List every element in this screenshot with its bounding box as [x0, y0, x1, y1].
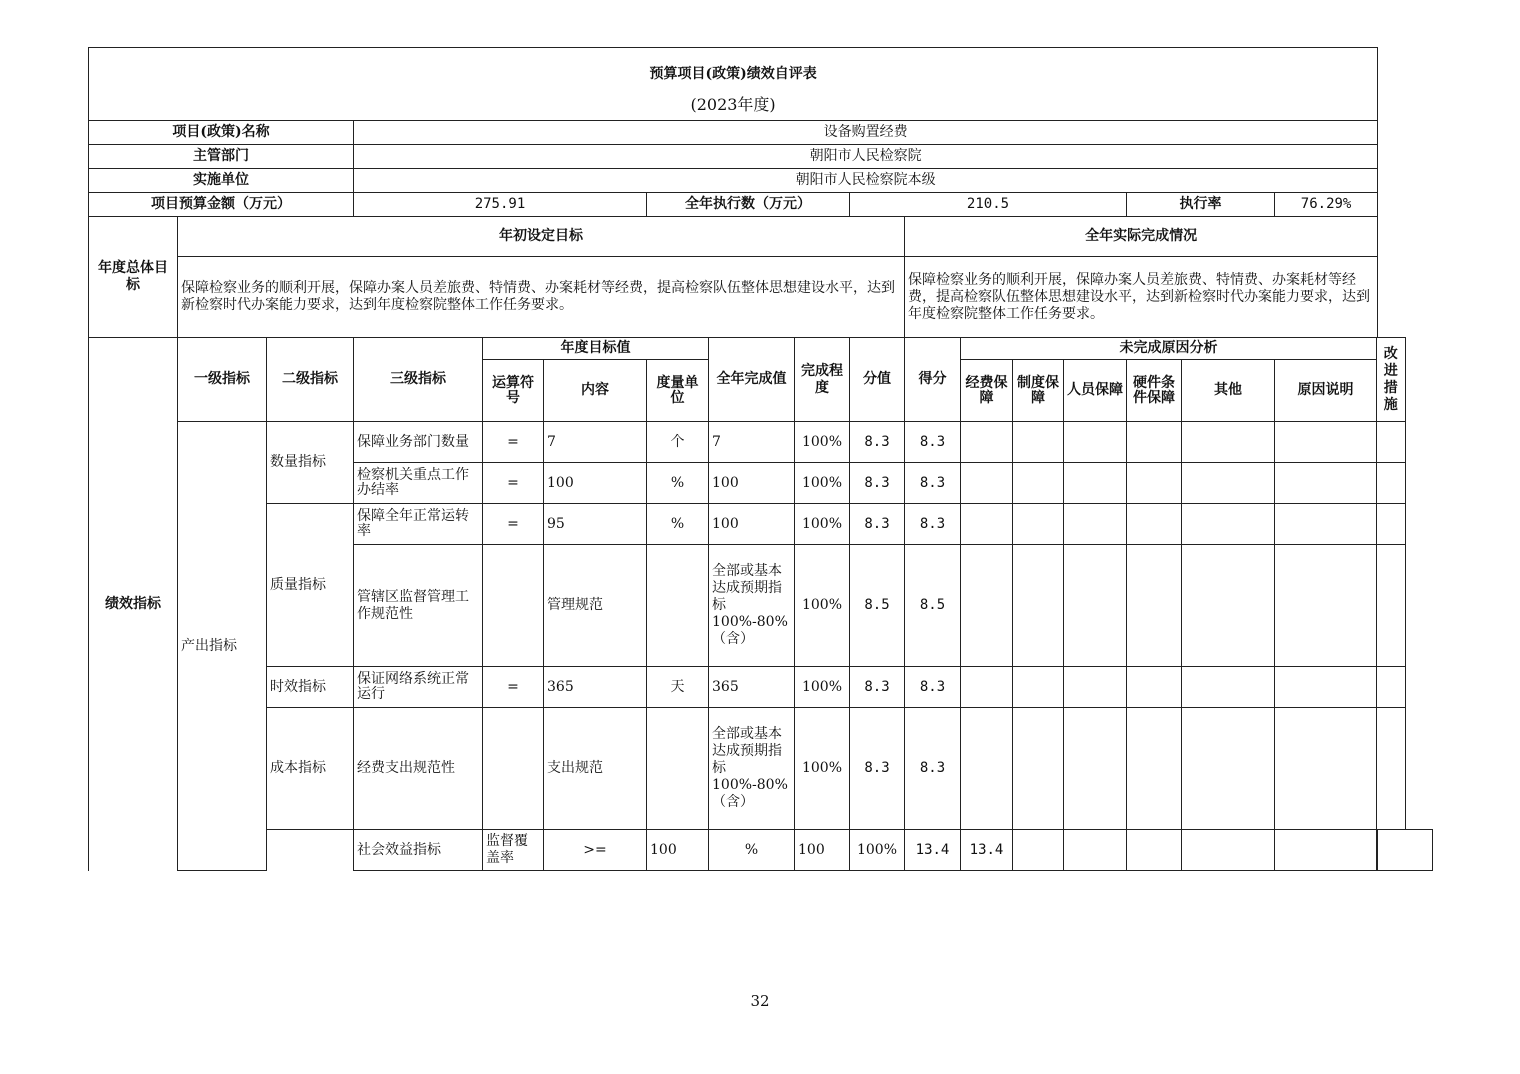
form-title: 预算项目(政策)绩效自评表 [649, 66, 817, 82]
completion: 100% [795, 463, 850, 504]
indicator-name: 检察机关重点工作办结率 [354, 463, 483, 504]
reason-note-header: 原因说明 [1275, 360, 1377, 422]
cost-indicator-label: 成本指标 [267, 708, 354, 830]
target-content: 100 [647, 830, 709, 871]
operator: = [483, 422, 544, 463]
set-goal-header: 年初设定目标 [178, 217, 905, 257]
level1-header: 一级指标 [178, 338, 267, 422]
target-content: 95 [544, 504, 647, 545]
got-score: 8.3 [905, 667, 961, 708]
got-header: 得分 [905, 338, 961, 422]
operator: = [483, 667, 544, 708]
operator [483, 545, 544, 667]
completion: 100% [795, 545, 850, 667]
reason-system-header: 制度保障 [1013, 360, 1064, 422]
actual-value: 100 [709, 463, 795, 504]
indicator-name: 保障全年正常运转率 [354, 504, 483, 545]
indicator-name: 保障业务部门数量 [354, 422, 483, 463]
unit-label: 实施单位 [89, 169, 354, 193]
set-goal-text: 保障检察业务的顺利开展，保障办案人员差旅费、特情费、办案耗材等经费，提高检察队伍整体思想建设水平，达到新检察时代办案能力要求，达到年度检察院整体工作任务要求。 [178, 257, 905, 338]
executed-label: 全年执行数（万元） [647, 193, 850, 217]
score: 8.3 [850, 463, 905, 504]
got-score: 8.3 [905, 463, 961, 504]
actual-header: 全年完成值 [709, 338, 795, 422]
target-content: 100 [544, 463, 647, 504]
budget-label: 项目预算金额（万元） [89, 193, 354, 217]
unit: % [647, 504, 709, 545]
content-header: 内容 [544, 360, 647, 422]
table-row [89, 667, 1433, 708]
target-content: 支出规范 [544, 708, 647, 830]
indicator-name: 管辖区监督管理工作规范性 [354, 545, 483, 667]
output-indicator-label: 产出指标 [178, 422, 267, 871]
department-value: 朝阳市人民检察院 [354, 145, 1378, 169]
performance-evaluation-table [88, 47, 1433, 871]
actual-goal-header: 全年实际完成情况 [905, 217, 1378, 257]
project-name-value: 设备购置经费 [354, 121, 1378, 145]
operator: = [483, 504, 544, 545]
score: 8.3 [850, 504, 905, 545]
completion: 100% [795, 708, 850, 830]
score: 8.3 [850, 422, 905, 463]
unit [647, 545, 709, 667]
score: 13.4 [905, 830, 961, 871]
indicator-name: 监督覆盖率 [483, 830, 544, 871]
reason-funding-header: 经费保障 [961, 360, 1013, 422]
quantity-indicator-label: 数量指标 [267, 422, 354, 504]
reason-other-header: 其他 [1182, 360, 1275, 422]
score: 8.3 [850, 667, 905, 708]
quality-indicator-label: 质量指标 [267, 504, 354, 667]
got-score: 8.3 [905, 422, 961, 463]
social-indicator-label: 社会效益指标 [354, 830, 483, 871]
annual-goal-label: 年度总体目标 [89, 217, 178, 338]
score: 8.3 [850, 708, 905, 830]
operator [483, 708, 544, 830]
form-title-cell [89, 48, 1378, 121]
table-row [89, 422, 1433, 463]
completion: 100% [795, 422, 850, 463]
executed-value: 210.5 [850, 193, 1127, 217]
target-content: 7 [544, 422, 647, 463]
indicator-name: 保证网络系统正常运行 [354, 667, 483, 708]
reasons-group-header: 未完成原因分析 [961, 338, 1377, 360]
unit-header: 度量单位 [647, 360, 709, 422]
actual-goal-text: 保障检察业务的顺利开展，保障办案人员差旅费、特情费、办案耗材等经费，提高检察队伍整体思想建设水平，达到新检察时代办案能力要求，达到年度检察院整体工作任务要求。 [905, 257, 1378, 338]
form-year: (2023年度) [690, 95, 776, 114]
operator: >= [544, 830, 647, 871]
unit [647, 708, 709, 830]
target-group-header: 年度目标值 [483, 338, 709, 360]
perf-indicator-label: 绩效指标 [89, 338, 178, 871]
budget-value: 275.91 [354, 193, 647, 217]
unit-value: 朝阳市人民检察院本级 [354, 169, 1378, 193]
actual-value: 100 [795, 830, 850, 871]
level2-header: 二级指标 [267, 338, 354, 422]
score-header: 分值 [850, 338, 905, 422]
reason-hardware-header: 硬件条件保障 [1127, 360, 1182, 422]
table-row [89, 504, 1433, 545]
got-score: 13.4 [961, 830, 1013, 871]
actual-value: 365 [709, 667, 795, 708]
rate-value: 76.29% [1275, 193, 1378, 217]
operator: = [483, 463, 544, 504]
score: 8.5 [850, 545, 905, 667]
indicator-name: 经费支出规范性 [354, 708, 483, 830]
operator-header: 运算符号 [483, 360, 544, 422]
completion: 100% [795, 504, 850, 545]
reason-staff-header: 人员保障 [1064, 360, 1127, 422]
improve-header: 改进措施 [1377, 338, 1406, 422]
level3-header: 三级指标 [354, 338, 483, 422]
completion: 100% [850, 830, 905, 871]
table-row [89, 830, 1433, 871]
effect-indicator-cell [267, 830, 354, 871]
completion-header: 完成程度 [795, 338, 850, 422]
actual-value: 100 [709, 504, 795, 545]
got-score: 8.3 [905, 708, 961, 830]
page-number: 32 [750, 992, 770, 1010]
got-score: 8.3 [905, 504, 961, 545]
actual-value: 全部或基本达成预期指标100%-80%（含） [709, 545, 795, 667]
project-name-label: 项目(政策)名称 [89, 121, 354, 145]
unit: % [647, 463, 709, 504]
department-label: 主管部门 [89, 145, 354, 169]
table-row [89, 708, 1433, 830]
actual-value: 全部或基本达成预期指标100%-80%（含） [709, 708, 795, 830]
got-score: 8.5 [905, 545, 961, 667]
completion: 100% [795, 667, 850, 708]
actual-value: 7 [709, 422, 795, 463]
unit: 个 [647, 422, 709, 463]
timeliness-indicator-label: 时效指标 [267, 667, 354, 708]
unit: 天 [647, 667, 709, 708]
unit: % [709, 830, 795, 871]
target-content: 365 [544, 667, 647, 708]
rate-label: 执行率 [1127, 193, 1275, 217]
target-content: 管理规范 [544, 545, 647, 667]
